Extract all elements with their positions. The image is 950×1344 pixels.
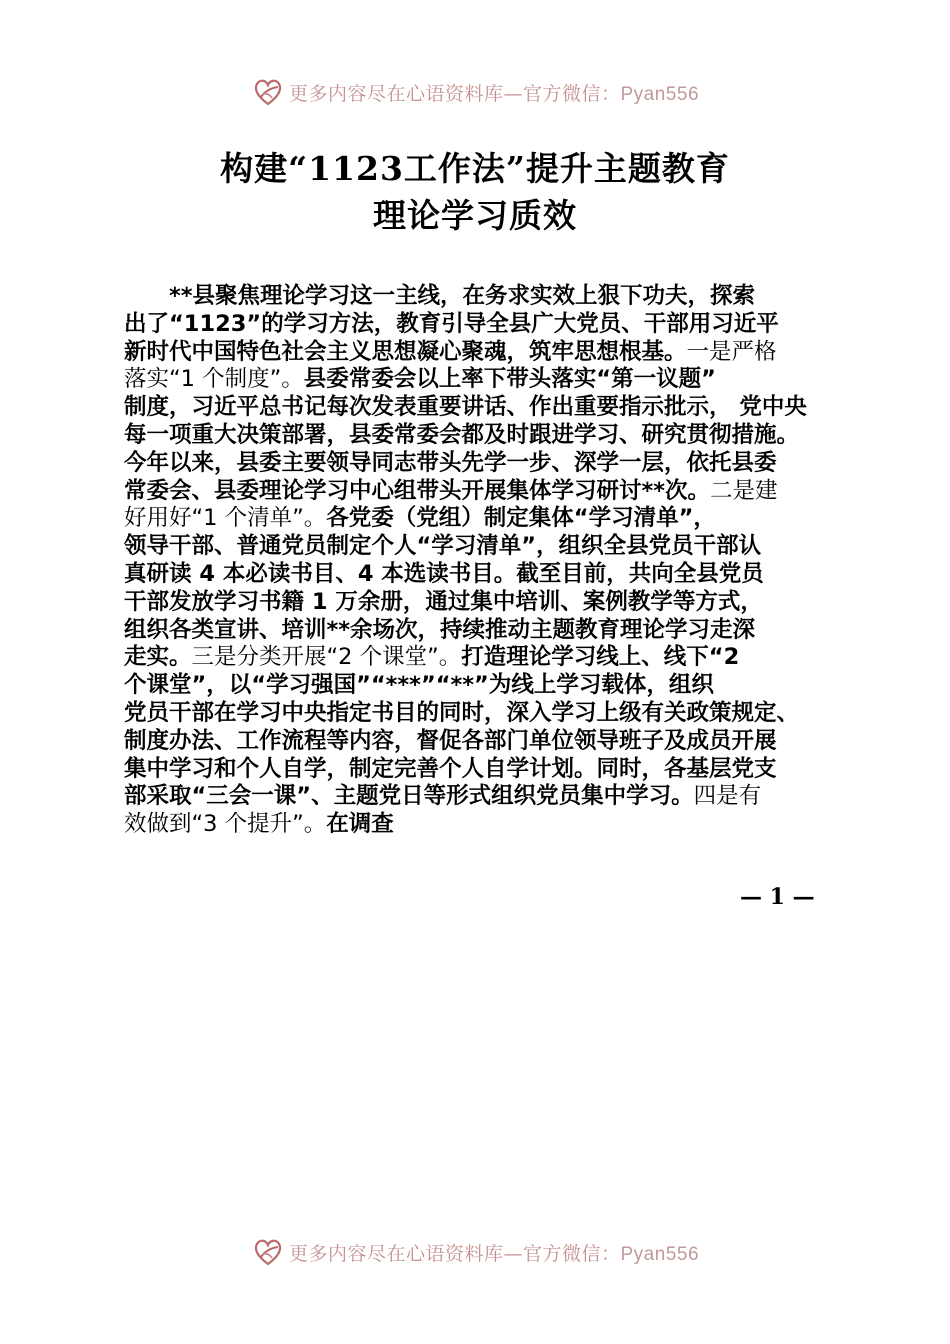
body-text-segment: 干部发放学习书籍 1 万余册，通过集中培训、案例教学等方式，	[124, 588, 763, 615]
body-line	[124, 728, 842, 756]
body-line	[124, 783, 842, 811]
body-line	[124, 283, 842, 311]
body-line	[124, 394, 842, 422]
page-number: — 1 —	[740, 884, 815, 910]
body-text-segment: 个课堂”，以“学习强国”“***”“**”为线上学习载体，组织	[124, 672, 714, 699]
body-text-segment: 落实“1 个制度”。	[124, 366, 304, 393]
body-line	[124, 505, 842, 533]
body-text-segment: 在调查	[326, 811, 394, 838]
body-text-segment: 四是有	[693, 783, 762, 810]
watermark-text: 更多内容尽在心语资料库—官方微信：Pyan556	[288, 82, 700, 105]
body-text-segment: 部采取“三会一课”、主题党日等形式组织党员集中学习。	[124, 783, 694, 810]
body-text-segment: 新时代中国特色社会主义思想凝心聚魂，筑牢思想根基。	[124, 338, 687, 365]
body-line	[124, 422, 842, 450]
body-line	[124, 339, 842, 367]
body-text-segment: 制度，习近平总书记每次发表重要讲话、作出重要指示批示， 党中央	[124, 394, 807, 421]
body-text-segment: 制度办法、工作流程等内容，督促各部门单位领导班子及成员开展	[124, 727, 777, 754]
body-text-segment: 每一项重大决策部署，县委常委会都及时跟进学习、研究贯彻措施。	[124, 421, 800, 448]
body-text-segment: 走实。	[124, 644, 192, 671]
body-text-segment: 二是建	[710, 477, 778, 504]
document-title-line-2: 理论学习质效	[373, 196, 577, 235]
body-text-segment: 组织各类宣讲、培训**余场次，持续推动主题教育理论学习走深	[124, 616, 756, 643]
body-text-segment: 出了“1123”的学习方法，教育引导全县广大党员、干部用习近平	[124, 310, 779, 337]
body-text-segment: 打造理论学习线上、线下“2	[461, 644, 740, 671]
body-line	[124, 450, 842, 478]
body-line	[124, 589, 842, 617]
body-text-segment: 效做到“3 个提升”。	[124, 811, 327, 838]
document-title-line-1: 构建“1123工作法”提升主题教育	[220, 149, 730, 188]
body-line	[124, 644, 842, 672]
body-line	[124, 533, 842, 561]
body-text-segment: **县聚焦理论学习这一主线，在务求实效上狠下功夫，探索	[124, 283, 756, 309]
watermark-wechat-id: Pyan556	[620, 83, 700, 105]
body-text-segment: 今年以来，县委主要领导同志带头先学一步、深学一层，依托县委	[124, 449, 777, 476]
body-text-segment: 县委常委会以上率下带头落实“第一议题”	[303, 366, 716, 393]
body-text-segment: 集中学习和个人自学，制定完善个人自学计划。同时，各基层党支	[124, 755, 777, 782]
body-line	[124, 366, 842, 394]
body-text-segment: 各党委（党组）制定集体“学习清单”，	[326, 505, 716, 532]
watermark-header	[0, 72, 950, 112]
body-line	[124, 561, 842, 589]
body-line	[124, 672, 842, 700]
body-text-segment: 党员干部在学习中央指定书目的同时，深入学习上级有关政策规定、	[124, 699, 800, 726]
body-text-segment: 三是分类开展“2 个课堂”。	[191, 644, 462, 671]
heart-leaf-logo-icon	[251, 75, 285, 109]
body-text-segment: 领导干部、普通党员制定个人“学习清单”，组织全县党员干部认	[124, 533, 762, 560]
body-line	[124, 617, 842, 645]
watermark-text: 更多内容尽在心语资料库—官方微信：Pyan556	[288, 1242, 700, 1265]
body-text-segment: 好用好“1 个清单”。	[124, 505, 327, 532]
watermark-wechat-id: Pyan556	[620, 1243, 700, 1265]
body-paragraph	[124, 283, 842, 839]
watermark-footer	[0, 1232, 950, 1272]
body-line	[124, 756, 842, 784]
body-text-segment: 真研读 4 本必读书目、4 本选读书目。截至目前，共向全县党员	[124, 560, 764, 587]
body-text-segment: 常委会、县委理论学习中心组带头开展集体学习研讨**次。	[124, 477, 711, 504]
body-line	[124, 478, 842, 506]
body-text-segment: 一是严格	[686, 338, 777, 365]
body-line	[124, 700, 842, 728]
body-line	[124, 311, 842, 339]
heart-leaf-logo-icon	[251, 1235, 285, 1269]
body-line	[124, 811, 842, 839]
